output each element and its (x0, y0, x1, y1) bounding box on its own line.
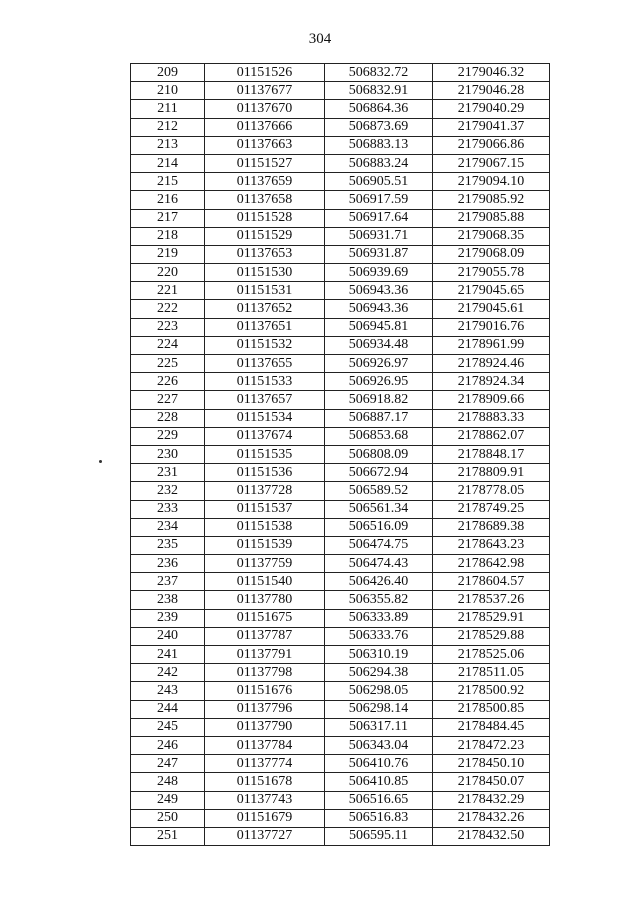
table-row (131, 827, 550, 845)
x-coordinate-cell: 506883.13 (325, 136, 433, 154)
x-coordinate-cell: 506917.59 (325, 191, 433, 209)
y-coordinate-cell: 2178961.99 (433, 336, 550, 354)
point-number-cell: 243 (131, 682, 205, 700)
point-number-cell: 221 (131, 282, 205, 300)
point-id-cell: 01137657 (205, 391, 325, 409)
point-number-cell: 238 (131, 591, 205, 609)
point-id-cell: 01137743 (205, 791, 325, 809)
point-number-cell: 223 (131, 318, 205, 336)
y-coordinate-cell: 2178500.92 (433, 682, 550, 700)
point-id-cell: 01137652 (205, 300, 325, 318)
y-coordinate-cell: 2178924.46 (433, 355, 550, 373)
table-row (131, 646, 550, 664)
point-id-cell: 01137791 (205, 646, 325, 664)
point-id-cell: 01137663 (205, 136, 325, 154)
table-row (131, 482, 550, 500)
y-coordinate-cell: 2179046.32 (433, 64, 550, 82)
x-coordinate-cell: 506943.36 (325, 282, 433, 300)
x-coordinate-cell: 506672.94 (325, 464, 433, 482)
y-coordinate-cell: 2178529.88 (433, 627, 550, 645)
x-coordinate-cell: 506516.83 (325, 809, 433, 827)
table-row (131, 682, 550, 700)
y-coordinate-cell: 2178749.25 (433, 500, 550, 518)
x-coordinate-cell: 506832.72 (325, 64, 433, 82)
x-coordinate-cell: 506832.91 (325, 82, 433, 100)
point-id-cell: 01137787 (205, 627, 325, 645)
point-id-cell: 01137653 (205, 245, 325, 263)
point-number-cell: 227 (131, 391, 205, 409)
point-id-cell: 01137728 (205, 482, 325, 500)
x-coordinate-cell: 506343.04 (325, 736, 433, 754)
y-coordinate-cell: 2179041.37 (433, 118, 550, 136)
point-number-cell: 240 (131, 627, 205, 645)
table-row (131, 755, 550, 773)
y-coordinate-cell: 2178643.23 (433, 536, 550, 554)
point-number-cell: 212 (131, 118, 205, 136)
table-row (131, 191, 550, 209)
table-row (131, 700, 550, 718)
point-number-cell: 231 (131, 464, 205, 482)
point-id-cell: 01137727 (205, 827, 325, 845)
x-coordinate-cell: 506516.65 (325, 791, 433, 809)
y-coordinate-cell: 2178909.66 (433, 391, 550, 409)
y-coordinate-cell: 2179046.28 (433, 82, 550, 100)
point-id-cell: 01151528 (205, 209, 325, 227)
point-number-cell: 246 (131, 736, 205, 754)
table-row (131, 464, 550, 482)
point-id-cell: 01151679 (205, 809, 325, 827)
point-id-cell: 01137677 (205, 82, 325, 100)
point-id-cell: 01151536 (205, 464, 325, 482)
point-id-cell: 01151527 (205, 154, 325, 172)
point-number-cell: 241 (131, 646, 205, 664)
x-coordinate-cell: 506931.87 (325, 245, 433, 263)
point-id-cell: 01137666 (205, 118, 325, 136)
table-row (131, 318, 550, 336)
table-row (131, 573, 550, 591)
x-coordinate-cell: 506294.38 (325, 664, 433, 682)
x-coordinate-cell: 506333.89 (325, 609, 433, 627)
y-coordinate-cell: 2179016.76 (433, 318, 550, 336)
point-id-cell: 01137759 (205, 555, 325, 573)
point-number-cell: 211 (131, 100, 205, 118)
table-row (131, 282, 550, 300)
point-id-cell: 01151535 (205, 445, 325, 463)
coordinates-table-body (131, 64, 550, 846)
table-row (131, 445, 550, 463)
point-number-cell: 228 (131, 409, 205, 427)
point-id-cell: 01137774 (205, 755, 325, 773)
point-id-cell: 01151526 (205, 64, 325, 82)
table-row (131, 609, 550, 627)
point-number-cell: 244 (131, 700, 205, 718)
y-coordinate-cell: 2178924.34 (433, 373, 550, 391)
y-coordinate-cell: 2179045.61 (433, 300, 550, 318)
y-coordinate-cell: 2178604.57 (433, 573, 550, 591)
table-row (131, 518, 550, 536)
y-coordinate-cell: 2178809.91 (433, 464, 550, 482)
point-id-cell: 01137780 (205, 591, 325, 609)
y-coordinate-cell: 2179094.10 (433, 173, 550, 191)
table-row (131, 300, 550, 318)
point-id-cell: 01151534 (205, 409, 325, 427)
point-number-cell: 230 (131, 445, 205, 463)
point-id-cell: 01151539 (205, 536, 325, 554)
point-number-cell: 217 (131, 209, 205, 227)
y-coordinate-cell: 2178432.29 (433, 791, 550, 809)
y-coordinate-cell: 2178642.98 (433, 555, 550, 573)
point-number-cell: 236 (131, 555, 205, 573)
table-row (131, 64, 550, 82)
table-row (131, 591, 550, 609)
point-number-cell: 224 (131, 336, 205, 354)
y-coordinate-cell: 2179067.15 (433, 154, 550, 172)
x-coordinate-cell: 506934.48 (325, 336, 433, 354)
y-coordinate-cell: 2178511.05 (433, 664, 550, 682)
point-number-cell: 226 (131, 373, 205, 391)
point-id-cell: 01137659 (205, 173, 325, 191)
point-number-cell: 239 (131, 609, 205, 627)
point-id-cell: 01151532 (205, 336, 325, 354)
table-row (131, 773, 550, 791)
x-coordinate-cell: 506917.64 (325, 209, 433, 227)
table-row (131, 227, 550, 245)
y-coordinate-cell: 2178500.85 (433, 700, 550, 718)
x-coordinate-cell: 506298.14 (325, 700, 433, 718)
table-row (131, 718, 550, 736)
table-row (131, 173, 550, 191)
y-coordinate-cell: 2178689.38 (433, 518, 550, 536)
y-coordinate-cell: 2178484.45 (433, 718, 550, 736)
table-row (131, 336, 550, 354)
x-coordinate-cell: 506595.11 (325, 827, 433, 845)
point-number-cell: 234 (131, 518, 205, 536)
table-row (131, 736, 550, 754)
point-number-cell: 222 (131, 300, 205, 318)
coordinates-table (130, 63, 550, 846)
point-id-cell: 01137670 (205, 100, 325, 118)
point-id-cell: 01137651 (205, 318, 325, 336)
x-coordinate-cell: 506918.82 (325, 391, 433, 409)
point-id-cell: 01151529 (205, 227, 325, 245)
table-row (131, 118, 550, 136)
x-coordinate-cell: 506561.34 (325, 500, 433, 518)
table-row (131, 209, 550, 227)
x-coordinate-cell: 506317.11 (325, 718, 433, 736)
x-coordinate-cell: 506310.19 (325, 646, 433, 664)
table-row (131, 500, 550, 518)
point-number-cell: 249 (131, 791, 205, 809)
table-row (131, 809, 550, 827)
y-coordinate-cell: 2179055.78 (433, 264, 550, 282)
x-coordinate-cell: 506410.85 (325, 773, 433, 791)
x-coordinate-cell: 506808.09 (325, 445, 433, 463)
y-coordinate-cell: 2179040.29 (433, 100, 550, 118)
point-id-cell: 01151540 (205, 573, 325, 591)
x-coordinate-cell: 506426.40 (325, 573, 433, 591)
table-row (131, 100, 550, 118)
point-number-cell: 209 (131, 64, 205, 82)
point-number-cell: 229 (131, 427, 205, 445)
x-coordinate-cell: 506516.09 (325, 518, 433, 536)
y-coordinate-cell: 2178472.23 (433, 736, 550, 754)
y-coordinate-cell: 2178862.07 (433, 427, 550, 445)
point-number-cell: 219 (131, 245, 205, 263)
x-coordinate-cell: 506298.05 (325, 682, 433, 700)
point-number-cell: 250 (131, 809, 205, 827)
table-row (131, 391, 550, 409)
x-coordinate-cell: 506410.76 (325, 755, 433, 773)
table-row (131, 427, 550, 445)
y-coordinate-cell: 2179066.86 (433, 136, 550, 154)
y-coordinate-cell: 2178450.10 (433, 755, 550, 773)
y-coordinate-cell: 2178432.50 (433, 827, 550, 845)
x-coordinate-cell: 506926.95 (325, 373, 433, 391)
point-id-cell: 01137784 (205, 736, 325, 754)
point-id-cell: 01137796 (205, 700, 325, 718)
point-number-cell: 235 (131, 536, 205, 554)
table-row (131, 664, 550, 682)
table-row (131, 536, 550, 554)
table-row (131, 245, 550, 263)
point-number-cell: 247 (131, 755, 205, 773)
point-number-cell: 210 (131, 82, 205, 100)
table-row (131, 791, 550, 809)
point-id-cell: 01137798 (205, 664, 325, 682)
y-coordinate-cell: 2178848.17 (433, 445, 550, 463)
x-coordinate-cell: 506887.17 (325, 409, 433, 427)
table-row (131, 82, 550, 100)
y-coordinate-cell: 2178883.33 (433, 409, 550, 427)
y-coordinate-cell: 2178432.26 (433, 809, 550, 827)
point-number-cell: 216 (131, 191, 205, 209)
x-coordinate-cell: 506589.52 (325, 482, 433, 500)
table-row (131, 409, 550, 427)
table-row (131, 627, 550, 645)
point-number-cell: 215 (131, 173, 205, 191)
point-number-cell: 242 (131, 664, 205, 682)
x-coordinate-cell: 506943.36 (325, 300, 433, 318)
x-coordinate-cell: 506883.24 (325, 154, 433, 172)
x-coordinate-cell: 506939.69 (325, 264, 433, 282)
y-coordinate-cell: 2178778.05 (433, 482, 550, 500)
x-coordinate-cell: 506853.68 (325, 427, 433, 445)
point-id-cell: 01151533 (205, 373, 325, 391)
x-coordinate-cell: 506931.71 (325, 227, 433, 245)
point-number-cell: 245 (131, 718, 205, 736)
point-number-cell: 251 (131, 827, 205, 845)
point-number-cell: 248 (131, 773, 205, 791)
y-coordinate-cell: 2178529.91 (433, 609, 550, 627)
y-coordinate-cell: 2179085.92 (433, 191, 550, 209)
point-id-cell: 01137674 (205, 427, 325, 445)
table-row (131, 154, 550, 172)
point-id-cell: 01151531 (205, 282, 325, 300)
y-coordinate-cell: 2178450.07 (433, 773, 550, 791)
point-id-cell: 01151675 (205, 609, 325, 627)
x-coordinate-cell: 506474.75 (325, 536, 433, 554)
point-number-cell: 233 (131, 500, 205, 518)
point-number-cell: 214 (131, 154, 205, 172)
point-id-cell: 01151537 (205, 500, 325, 518)
x-coordinate-cell: 506355.82 (325, 591, 433, 609)
table-row (131, 555, 550, 573)
x-coordinate-cell: 506945.81 (325, 318, 433, 336)
point-id-cell: 01137658 (205, 191, 325, 209)
point-number-cell: 232 (131, 482, 205, 500)
point-number-cell: 237 (131, 573, 205, 591)
x-coordinate-cell: 506873.69 (325, 118, 433, 136)
x-coordinate-cell: 506864.36 (325, 100, 433, 118)
x-coordinate-cell: 506905.51 (325, 173, 433, 191)
y-coordinate-cell: 2179068.09 (433, 245, 550, 263)
x-coordinate-cell: 506926.97 (325, 355, 433, 373)
table-row (131, 373, 550, 391)
y-coordinate-cell: 2178537.26 (433, 591, 550, 609)
point-id-cell: 01151676 (205, 682, 325, 700)
y-coordinate-cell: 2178525.06 (433, 646, 550, 664)
y-coordinate-cell: 2179045.65 (433, 282, 550, 300)
point-number-cell: 225 (131, 355, 205, 373)
y-coordinate-cell: 2179068.35 (433, 227, 550, 245)
page-number: 304 (308, 31, 332, 47)
table-row (131, 136, 550, 154)
point-number-cell: 220 (131, 264, 205, 282)
point-id-cell: 01151678 (205, 773, 325, 791)
point-id-cell: 01151530 (205, 264, 325, 282)
table-row (131, 264, 550, 282)
point-number-cell: 213 (131, 136, 205, 154)
stray-dot (99, 460, 102, 463)
x-coordinate-cell: 506474.43 (325, 555, 433, 573)
x-coordinate-cell: 506333.76 (325, 627, 433, 645)
y-coordinate-cell: 2179085.88 (433, 209, 550, 227)
point-id-cell: 01137655 (205, 355, 325, 373)
table-row (131, 355, 550, 373)
point-id-cell: 01137790 (205, 718, 325, 736)
point-number-cell: 218 (131, 227, 205, 245)
point-id-cell: 01151538 (205, 518, 325, 536)
